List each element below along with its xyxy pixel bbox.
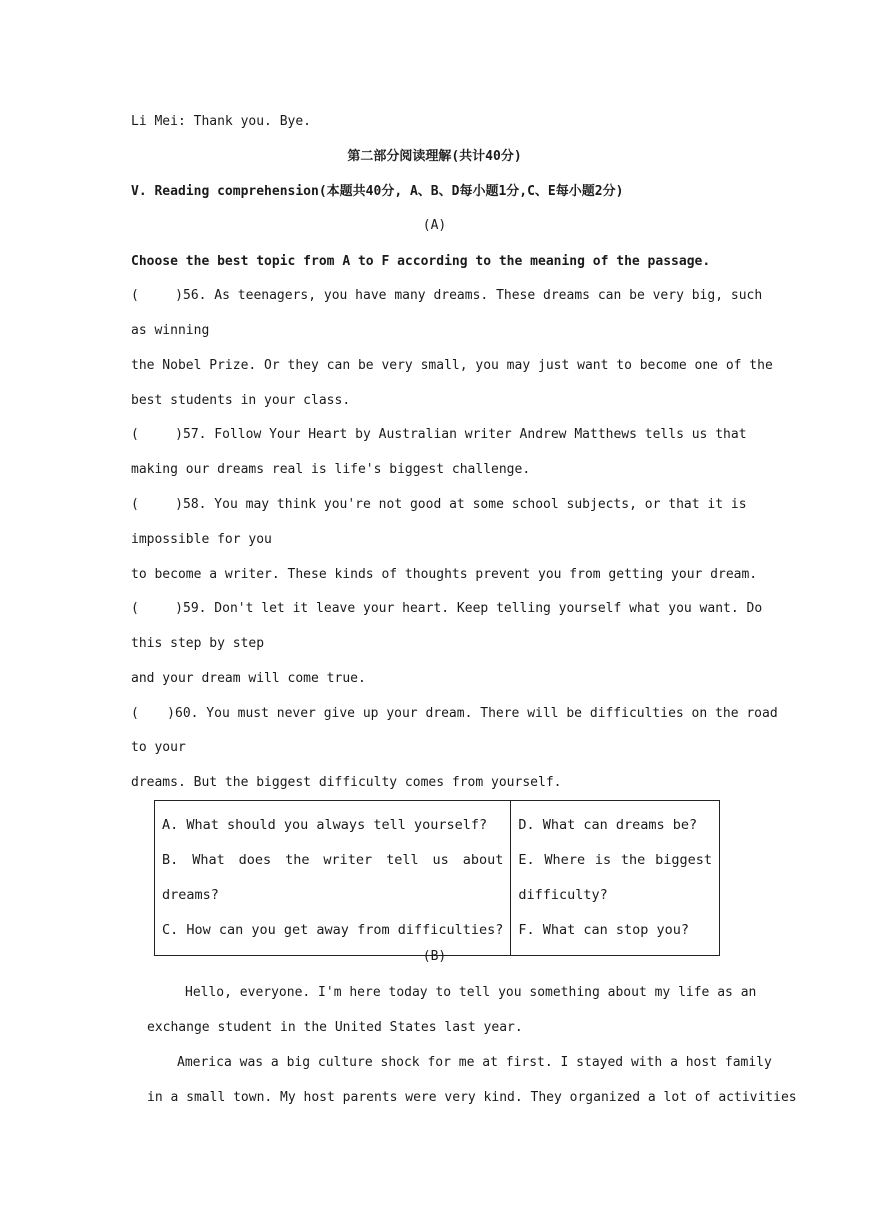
question-59-line-1: ( )59. Don't let it leave your heart. Keep telling yourself what you want. Do (131, 599, 737, 619)
option-c: C. How can you get away from difficulties? (162, 922, 504, 938)
question-56-line-3: the Nobel Prize. Or they can be very small, you may just want to become one of the (131, 358, 773, 373)
option-d: D. What can dreams be? (518, 817, 698, 833)
options-table (154, 800, 720, 956)
option-b-line-2: dreams? (162, 887, 219, 903)
question-57-line-2: making our dreams real is life's biggest challenge. (131, 462, 531, 477)
question-60-line-2: to your (131, 740, 186, 755)
instruction: Choose the best topic from A to F according to the meaning of the passage. (131, 254, 711, 269)
question-60-line-1: ( )60. You must never give up your dream. There will be difficulties on the road (131, 704, 737, 724)
question-58-line-3: to become a writer. These kinds of thoughts prevent you from getting your dream. (131, 567, 758, 582)
answer-blank[interactable]: ( ) (131, 601, 183, 616)
passage-b-line-1: Hello, everyone. I'm here today to tell you something about my life as an (185, 985, 757, 1000)
passage-b-line-2: exchange student in the United States last year. (147, 1020, 523, 1035)
question-56-line-2: as winning (131, 323, 210, 338)
option-e-line-1: E. Where is the biggest (518, 852, 712, 868)
dialogue-closing-line: Li Mei: Thank you. Bye. (131, 114, 312, 129)
part-title: 第二部分阅读理解(共计40分) (347, 149, 522, 164)
passage-b-line-4: in a small town. My host parents were very kind. They organized a lot of activities (147, 1090, 797, 1105)
question-58-line-1: ( )58. You may think you're not good at some school subjects, or that it is (131, 495, 737, 515)
question-56-line-1: ( )56. As teenagers, you have many dreams. These dreams can be very big, such (131, 286, 737, 306)
passage-b-line-3: America was a big culture shock for me at first. I stayed with a host family (177, 1055, 772, 1070)
option-f: F. What can stop you? (518, 922, 690, 938)
answer-blank[interactable]: ( ) (131, 706, 175, 721)
question-60-line-3: dreams. But the biggest difficulty comes from yourself. (131, 775, 562, 790)
answer-blank[interactable]: ( ) (131, 497, 183, 512)
question-56-line-4: best students in your class. (131, 393, 351, 408)
option-e-line-2: difficulty? (518, 887, 608, 903)
question-59-line-3: and your dream will come true. (131, 671, 366, 686)
answer-blank[interactable]: ( ) (131, 427, 183, 442)
question-58-line-2: impossible for you (131, 532, 272, 547)
section-heading: V. Reading comprehension(本题共40分, A、B、D每小题1分,C、E每小题2分) (131, 184, 624, 199)
option-b-line-1: B. What does the writer tell us about (162, 852, 504, 868)
option-a: A. What should you always tell yourself? (162, 817, 488, 833)
answer-blank[interactable]: ( ) (131, 288, 183, 303)
question-57-line-1: ( )57. Follow Your Heart by Australian writer Andrew Matthews tells us that (131, 425, 737, 445)
options-column-right (511, 801, 720, 956)
part-b-label: (B) (422, 949, 447, 964)
question-59-line-2: this step by step (131, 636, 265, 651)
options-column-left (155, 801, 511, 956)
part-a-label: (A) (422, 218, 447, 233)
